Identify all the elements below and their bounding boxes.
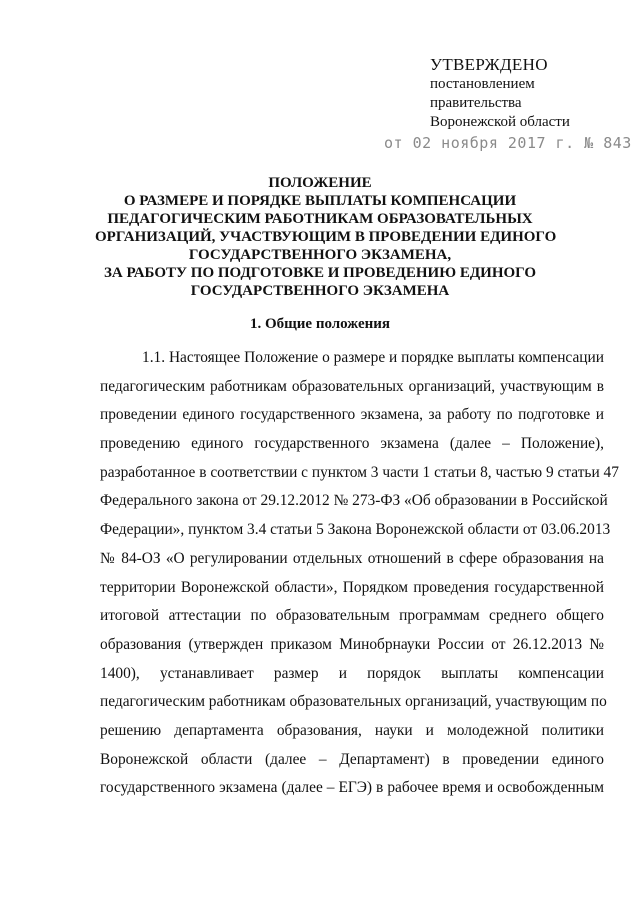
title-line: ГОСУДАРСТВЕННОГО ЭКЗАМЕНА bbox=[190, 283, 450, 299]
approval-line: постановлением bbox=[430, 76, 535, 92]
paragraph-line: Воронежской области (далее – Департамент) в проведении единого bbox=[100, 750, 604, 768]
date-number-stamp: от 02 ноября 2017 г. № 843 bbox=[384, 134, 632, 152]
title-line: ПОЛОЖЕНИЕ bbox=[268, 175, 372, 191]
title-line: О РАЗМЕРЕ И ПОРЯДКЕ ВЫПЛАТЫ КОМПЕНСАЦИИ bbox=[123, 193, 517, 209]
paragraph-line: территории Воронежской области», Порядком проведения государственной bbox=[100, 578, 604, 596]
paragraph-1-1 bbox=[100, 346, 619, 805]
document-title bbox=[95, 174, 557, 300]
paragraph-line: проведении единого государственного экзамена, за работу по подготовке и bbox=[100, 406, 604, 424]
paragraph-line: итоговой аттестации по образовательным программам среднего общего bbox=[100, 607, 604, 625]
paragraph-line: 1.1. Настоящее Положение о размере и порядке выплаты компенсации bbox=[142, 349, 604, 366]
paragraph-line: проведению единого государственного экзамена (далее – Положение), bbox=[100, 435, 604, 453]
approval-line: Воронежской области bbox=[430, 114, 570, 130]
paragraph-line: № 84-ОЗ «О регулировании отдельных отношений в сфере образования на bbox=[100, 549, 604, 567]
paragraph-line: 1400), устанавливает размер и порядок выплаты компенсации bbox=[100, 664, 604, 682]
approval-block bbox=[430, 55, 630, 132]
paragraph-line: педагогическим работникам образовательных организаций, участвующим в bbox=[100, 377, 604, 395]
title-line: ПЕДАГОГИЧЕСКИМ РАБОТНИКАМ ОБРАЗОВАТЕЛЬНЫХ bbox=[107, 211, 533, 227]
paragraph-line: разработанное в соответствии с пунктом 3 части 1 статьи 8, частью 9 статьи 47 bbox=[100, 463, 619, 481]
title-line: ГОСУДАРСТВЕННОГО ЭКЗАМЕНА, bbox=[188, 247, 452, 263]
paragraph-line: государственного экзамена (далее – ЕГЭ) в рабочее время и освобожденным bbox=[100, 779, 604, 797]
title-line: ОРГАНИЗАЦИЙ, УЧАСТВУЮЩИМ В ПРОВЕДЕНИИ ЕДИНОГО bbox=[95, 229, 557, 245]
approval-heading: УТВЕРЖДЕНО bbox=[430, 55, 548, 74]
section-heading: 1. Общие положения bbox=[249, 316, 391, 332]
paragraph-line: педагогическим работникам образовательных организаций, участвующим по bbox=[100, 693, 607, 711]
paragraph-line: образования (утвержден приказом Минобрнауки России от 26.12.2013 № bbox=[100, 635, 604, 653]
paragraph-line: Федерации», пунктом 3.4 статьи 5 Закона Воронежской области от 03.06.2013 bbox=[100, 521, 611, 539]
approval-line: правительства bbox=[430, 95, 522, 111]
paragraph-line: Федерального закона от 29.12.2012 № 273-ФЗ «Об образовании в Российской bbox=[100, 492, 608, 510]
title-line: ЗА РАБОТУ ПО ПОДГОТОВКЕ И ПРОВЕДЕНИЮ ЕДИНОГО bbox=[103, 265, 537, 281]
paragraph-line: решению департамента образования, науки и молодежной политики bbox=[100, 721, 604, 739]
